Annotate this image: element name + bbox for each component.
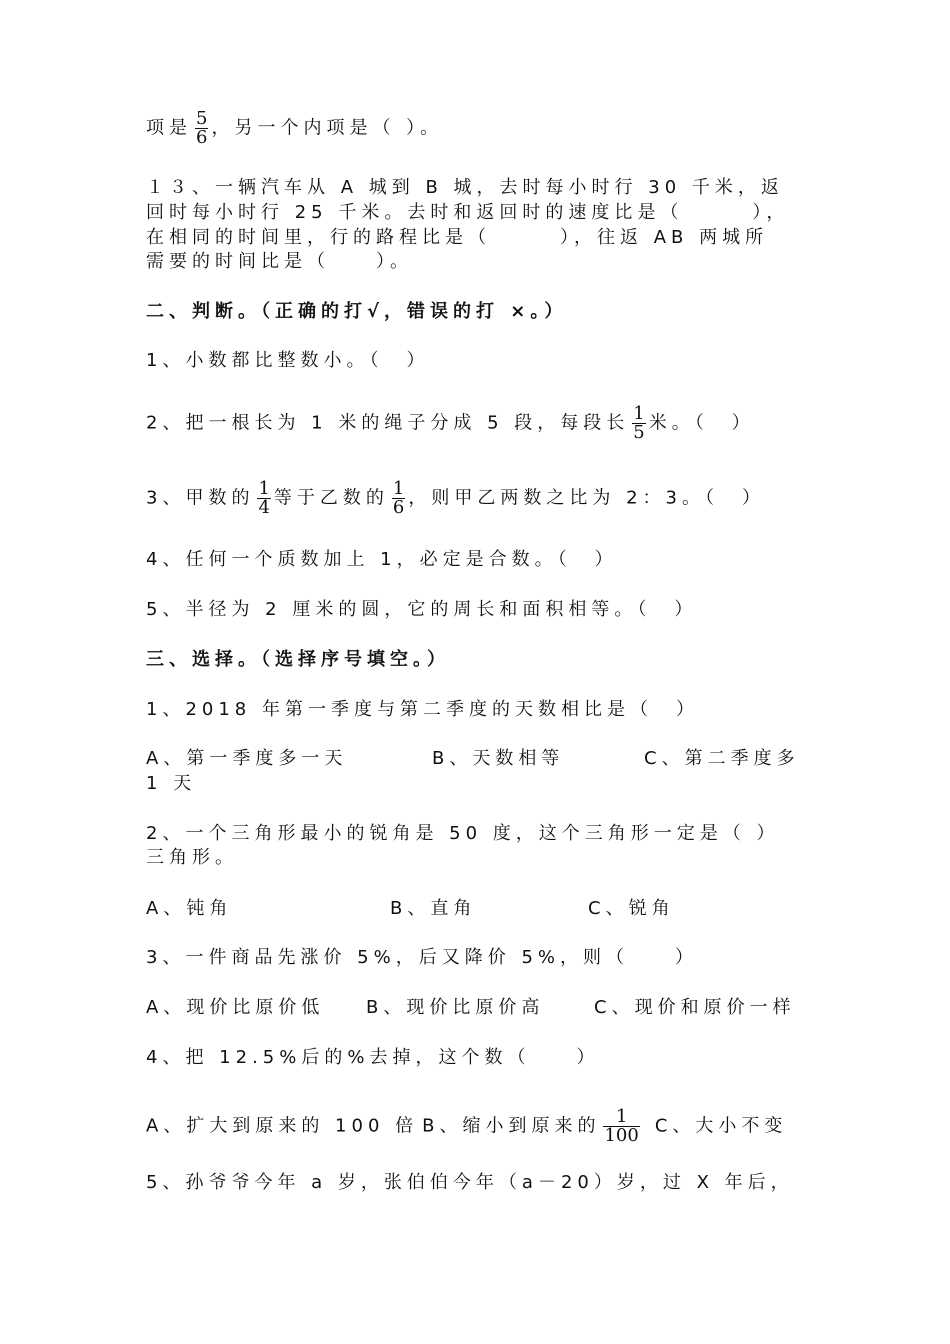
section-3-title: 三、选择。（选择序号填空。） bbox=[146, 649, 450, 670]
option-c: C、大小不变 bbox=[654, 1115, 788, 1137]
denominator: 5 bbox=[633, 422, 645, 443]
choice-q4: 4、把 12.5%后的%去掉，这个数（ ） bbox=[146, 1047, 600, 1068]
text: 3、甲数的 bbox=[146, 487, 255, 509]
option-a: A、扩大到原来的 100 倍 bbox=[146, 1115, 419, 1137]
numerator: 5 bbox=[196, 108, 208, 129]
numerator: 1 bbox=[633, 403, 645, 424]
choice-q5: 5、孙爷爷今年 a 岁，张伯伯今年（a－20）岁，过 X 年后， bbox=[146, 1172, 794, 1193]
q12-continuation bbox=[146, 110, 806, 147]
q13-line-4: 需要的时间比是（ ）。 bbox=[146, 251, 413, 272]
text: 项是 bbox=[146, 117, 192, 139]
option-c: C、第二季度多 bbox=[644, 748, 800, 769]
choice-q2-line-1: 2、一个三角形最小的锐角是 50 度，这个三角形一定是（ ） bbox=[146, 823, 780, 844]
option-c: C、锐角 bbox=[588, 898, 675, 919]
option-b: B、缩小到原来的 bbox=[422, 1115, 601, 1137]
numerator: 1 bbox=[392, 478, 405, 499]
option-a: A、现价比原价低 bbox=[146, 997, 325, 1018]
choice-q3-options bbox=[146, 996, 806, 1020]
choice-q4-options bbox=[146, 1108, 806, 1145]
text: 米。（ ） bbox=[648, 412, 755, 434]
choice-q3: 3、一件商品先涨价 5%，后又降价 5%，则（ ） bbox=[146, 947, 699, 968]
text: 2、把一根长为 1 米的绳子分成 5 段，每段长 bbox=[146, 412, 630, 434]
fraction bbox=[632, 405, 645, 442]
q13-line-2: 回时每小时行 25 千米。去时和返回时的速度比是（ ）， bbox=[146, 202, 790, 223]
choice-q2-options bbox=[146, 897, 806, 921]
judge-q5: 5、半径为 2 厘米的圆，它的周长和面积相等。（ ） bbox=[146, 599, 698, 620]
section-2-title: 二、判断。（正确的打√，错误的打 ×。） bbox=[146, 301, 568, 322]
text: ，另一个内项是（ ）。 bbox=[211, 117, 444, 139]
denominator: 100 bbox=[604, 1125, 639, 1146]
choice-q1: 1、2018 年第一季度与第二季度的天数相比是（ ） bbox=[146, 699, 699, 720]
denominator: 6 bbox=[392, 497, 405, 518]
fraction bbox=[195, 110, 208, 147]
option-b: B、天数相等 bbox=[432, 748, 565, 769]
judge-q2 bbox=[146, 405, 806, 442]
denominator: 4 bbox=[258, 497, 270, 518]
numerator: 1 bbox=[603, 1108, 639, 1127]
q13-line-3: 在相同的时间里，行的路程比是（ ），往返 AB 两城所 bbox=[146, 227, 769, 248]
judge-q4: 4、任何一个质数加上 1，必定是合数。（ ） bbox=[146, 549, 618, 570]
fraction bbox=[603, 1108, 639, 1145]
judge-q1: 1、小数都比整数小。（ ） bbox=[146, 350, 430, 371]
option-a: A、第一季度多一天 bbox=[146, 748, 348, 769]
fraction bbox=[257, 480, 270, 517]
choice-q1-options-wrap: 1 天 bbox=[146, 773, 197, 794]
option-b: B、直角 bbox=[390, 898, 477, 919]
fraction bbox=[392, 480, 405, 517]
option-b: B、现价比原价高 bbox=[366, 997, 545, 1018]
denominator: 6 bbox=[196, 127, 208, 148]
numerator: 1 bbox=[258, 478, 270, 499]
text: 等于乙数的 bbox=[273, 487, 389, 509]
option-c: C、现价和原价一样 bbox=[594, 997, 796, 1018]
judge-q3 bbox=[146, 480, 806, 517]
q13-line-1: １３、一辆汽车从 A 城到 B 城，去时每小时行 30 千米，返 bbox=[146, 177, 784, 198]
choice-q2-line-2: 三角形。 bbox=[146, 847, 238, 868]
choice-q1-options bbox=[146, 747, 806, 771]
option-a: A、钝角 bbox=[146, 898, 233, 919]
text: ，则甲乙两数之比为 2：3。（ ） bbox=[408, 487, 765, 509]
